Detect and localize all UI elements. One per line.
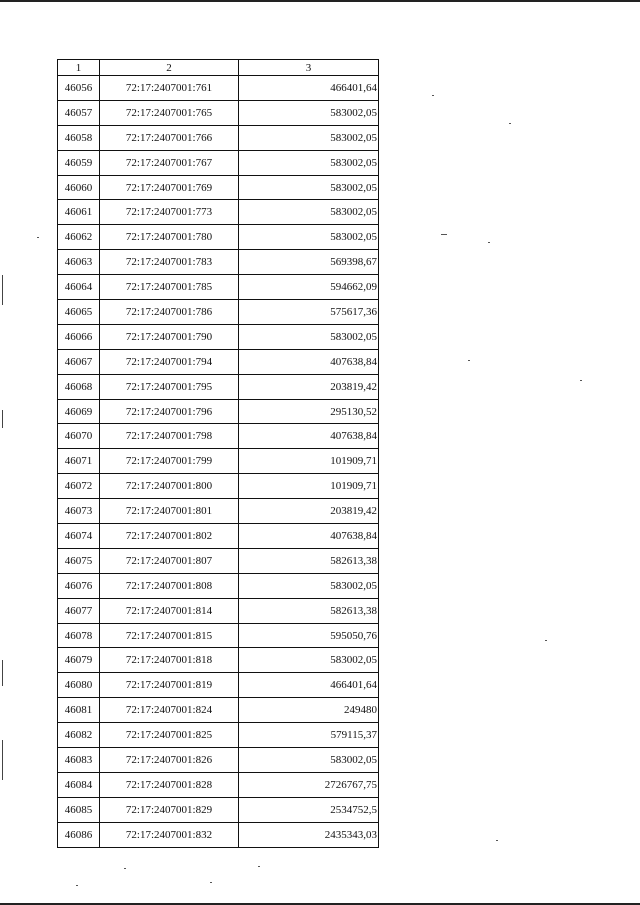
table-row — [58, 573, 379, 598]
scan-speck — [76, 885, 78, 886]
table-body — [58, 76, 379, 848]
row-number: 46065 — [58, 300, 100, 325]
table-row — [58, 399, 379, 424]
column-header-3: 3 — [239, 60, 379, 76]
cadastral-value: 583002,05 — [239, 648, 379, 673]
cadastral-value: 203819,42 — [239, 499, 379, 524]
cadastral-value: 594662,09 — [239, 275, 379, 300]
cadastral-number: 72:17:2407001:769 — [100, 175, 239, 200]
cadastral-number: 72:17:2407001:801 — [100, 499, 239, 524]
row-number: 46076 — [58, 573, 100, 598]
cadastral-number: 72:17:2407001:826 — [100, 748, 239, 773]
table-row — [58, 449, 379, 474]
cadastral-value: 466401,64 — [239, 76, 379, 101]
row-number: 46057 — [58, 100, 100, 125]
cadastral-number: 72:17:2407001:819 — [100, 673, 239, 698]
table-row — [58, 300, 379, 325]
cadastral-value: 583002,05 — [239, 573, 379, 598]
row-number: 46069 — [58, 399, 100, 424]
table-row — [58, 100, 379, 125]
table-row — [58, 698, 379, 723]
row-number: 46072 — [58, 474, 100, 499]
table-row — [58, 822, 379, 847]
row-number: 46056 — [58, 76, 100, 101]
row-number: 46067 — [58, 349, 100, 374]
row-number: 46085 — [58, 797, 100, 822]
table-row — [58, 250, 379, 275]
cadastral-value: 569398,67 — [239, 250, 379, 275]
table-row — [58, 772, 379, 797]
cadastral-value: 2435343,03 — [239, 822, 379, 847]
table-row — [58, 76, 379, 101]
table-row — [58, 524, 379, 549]
cadastral-number: 72:17:2407001:765 — [100, 100, 239, 125]
cadastral-value-table — [57, 59, 379, 848]
scan-speck — [441, 234, 447, 235]
cadastral-value: 101909,71 — [239, 449, 379, 474]
cadastral-number: 72:17:2407001:799 — [100, 449, 239, 474]
cadastral-number: 72:17:2407001:808 — [100, 573, 239, 598]
cadastral-number: 72:17:2407001:832 — [100, 822, 239, 847]
row-number: 46068 — [58, 374, 100, 399]
cadastral-value: 595050,76 — [239, 623, 379, 648]
scan-speck — [509, 123, 511, 124]
table-row — [58, 748, 379, 773]
scan-speck — [124, 868, 126, 869]
scan-edge-mark — [2, 275, 3, 305]
table-row — [58, 499, 379, 524]
cadastral-number: 72:17:2407001:807 — [100, 548, 239, 573]
table-row — [58, 150, 379, 175]
scan-edge-mark — [2, 410, 3, 428]
scan-speck — [432, 95, 434, 96]
cadastral-value: 583002,05 — [239, 100, 379, 125]
cadastral-value: 583002,05 — [239, 150, 379, 175]
row-number: 46058 — [58, 125, 100, 150]
cadastral-number: 72:17:2407001:798 — [100, 424, 239, 449]
table-row — [58, 474, 379, 499]
cadastral-number: 72:17:2407001:796 — [100, 399, 239, 424]
row-number: 46080 — [58, 673, 100, 698]
table-row — [58, 723, 379, 748]
cadastral-value: 583002,05 — [239, 175, 379, 200]
table-row — [58, 324, 379, 349]
cadastral-value: 2534752,5 — [239, 797, 379, 822]
row-number: 46060 — [58, 175, 100, 200]
cadastral-number: 72:17:2407001:815 — [100, 623, 239, 648]
cadastral-number: 72:17:2407001:790 — [100, 324, 239, 349]
table-row — [58, 349, 379, 374]
cadastral-number: 72:17:2407001:766 — [100, 125, 239, 150]
row-number: 46075 — [58, 548, 100, 573]
scan-speck — [258, 866, 260, 867]
cadastral-number: 72:17:2407001:794 — [100, 349, 239, 374]
cadastral-value: 583002,05 — [239, 748, 379, 773]
table-row — [58, 275, 379, 300]
cadastral-value: 583002,05 — [239, 200, 379, 225]
scan-speck — [488, 242, 490, 243]
cadastral-value: 583002,05 — [239, 125, 379, 150]
cadastral-value: 582613,38 — [239, 598, 379, 623]
cadastral-value: 582613,38 — [239, 548, 379, 573]
cadastral-number: 72:17:2407001:800 — [100, 474, 239, 499]
scan-edge-mark — [2, 660, 3, 686]
row-number: 46066 — [58, 324, 100, 349]
table-row — [58, 225, 379, 250]
row-number: 46084 — [58, 772, 100, 797]
table-row — [58, 797, 379, 822]
row-number: 46070 — [58, 424, 100, 449]
table-row — [58, 125, 379, 150]
row-number: 46061 — [58, 200, 100, 225]
table-row — [58, 175, 379, 200]
table-row — [58, 648, 379, 673]
column-header-1: 1 — [58, 60, 100, 76]
row-number: 46071 — [58, 449, 100, 474]
cadastral-number: 72:17:2407001:825 — [100, 723, 239, 748]
row-number: 46079 — [58, 648, 100, 673]
row-number: 46063 — [58, 250, 100, 275]
row-number: 46078 — [58, 623, 100, 648]
cadastral-number: 72:17:2407001:767 — [100, 150, 239, 175]
table-row — [58, 424, 379, 449]
scan-speck — [580, 380, 582, 381]
cadastral-value: 466401,64 — [239, 673, 379, 698]
row-number: 46086 — [58, 822, 100, 847]
row-number: 46077 — [58, 598, 100, 623]
table-row — [58, 200, 379, 225]
cadastral-value: 295130,52 — [239, 399, 379, 424]
cadastral-value: 579115,37 — [239, 723, 379, 748]
scan-border-top — [0, 0, 640, 2]
table-row — [58, 374, 379, 399]
cadastral-number: 72:17:2407001:773 — [100, 200, 239, 225]
row-number: 46059 — [58, 150, 100, 175]
cadastral-value: 2726767,75 — [239, 772, 379, 797]
cadastral-number: 72:17:2407001:786 — [100, 300, 239, 325]
cadastral-number: 72:17:2407001:761 — [100, 76, 239, 101]
cadastral-number: 72:17:2407001:785 — [100, 275, 239, 300]
table-header-row — [58, 60, 379, 76]
cadastral-value: 407638,84 — [239, 349, 379, 374]
cadastral-number: 72:17:2407001:824 — [100, 698, 239, 723]
row-number: 46081 — [58, 698, 100, 723]
cadastral-number: 72:17:2407001:783 — [100, 250, 239, 275]
cadastral-value: 203819,42 — [239, 374, 379, 399]
row-number: 46062 — [58, 225, 100, 250]
cadastral-number: 72:17:2407001:829 — [100, 797, 239, 822]
row-number: 46064 — [58, 275, 100, 300]
row-number: 46073 — [58, 499, 100, 524]
cadastral-number: 72:17:2407001:814 — [100, 598, 239, 623]
cadastral-number: 72:17:2407001:780 — [100, 225, 239, 250]
table-row — [58, 548, 379, 573]
scan-speck — [210, 882, 212, 883]
scan-speck — [545, 640, 547, 641]
row-number: 46082 — [58, 723, 100, 748]
scan-speck — [496, 840, 498, 841]
table-row — [58, 673, 379, 698]
table-row — [58, 598, 379, 623]
cadastral-value: 407638,84 — [239, 424, 379, 449]
cadastral-value: 575617,36 — [239, 300, 379, 325]
scan-edge-mark — [2, 740, 3, 780]
cadastral-value: 583002,05 — [239, 225, 379, 250]
scan-speck — [37, 237, 39, 238]
cadastral-number: 72:17:2407001:818 — [100, 648, 239, 673]
cadastral-number: 72:17:2407001:802 — [100, 524, 239, 549]
cadastral-value: 249480 — [239, 698, 379, 723]
cadastral-value: 101909,71 — [239, 474, 379, 499]
table-row — [58, 623, 379, 648]
cadastral-value: 407638,84 — [239, 524, 379, 549]
row-number: 46083 — [58, 748, 100, 773]
cadastral-value: 583002,05 — [239, 324, 379, 349]
scan-speck — [468, 360, 470, 361]
column-header-2: 2 — [100, 60, 239, 76]
cadastral-number: 72:17:2407001:828 — [100, 772, 239, 797]
row-number: 46074 — [58, 524, 100, 549]
cadastral-number: 72:17:2407001:795 — [100, 374, 239, 399]
